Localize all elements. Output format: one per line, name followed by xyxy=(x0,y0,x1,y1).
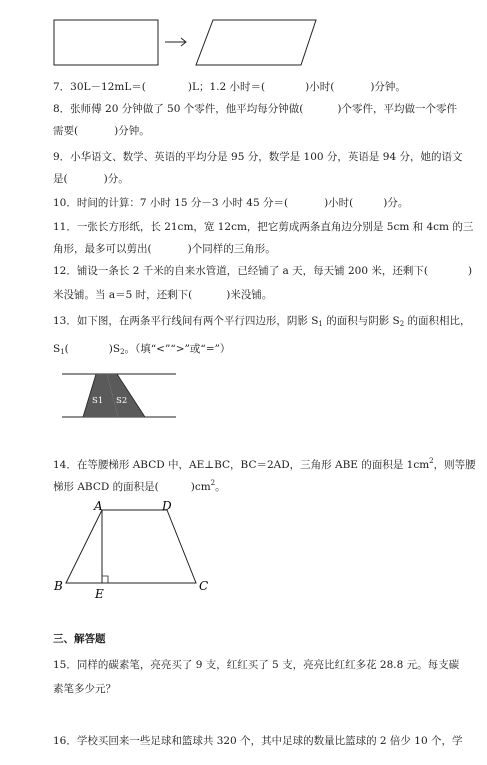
question-14-line1: 14．在等腰梯形 ABCD 中，AE⊥BC，BC＝2AD，三角形 ABE 的面积是 $1cm^2$，则等腰 xyxy=(53,457,476,471)
question-9-line2: 是( )分。 xyxy=(53,173,129,185)
question-8-line2: 需要( )分钟。 xyxy=(53,125,150,137)
rectangle-shape xyxy=(54,20,158,65)
question-12-line1: 12．铺设一条长 2 千米的自来水管道，已经铺了 a 天，每天铺 200 米，还剩下( ) xyxy=(53,265,473,277)
question-14-line2: 梯形 ABCD 的面积是( )$cm^2$。 xyxy=(53,479,226,493)
parallelogram-shape xyxy=(196,20,316,65)
question-15-line1: 15．同样的碳素笔，亮亮买了 9 支，红红买了 5 支，亮亮比红红多花 28.8 元。每支碳 xyxy=(53,659,460,671)
section-3-heading: 三、解答题 xyxy=(53,633,106,645)
label-s2: S2 xyxy=(116,396,128,406)
question-13-line2: $S_1$( )$S_2$。（填“<”“>”或“=”） xyxy=(53,343,231,356)
rectangle-to-parallelogram-figure xyxy=(0,0,487,80)
label-s1: S1 xyxy=(92,396,104,406)
label-e: E xyxy=(95,587,104,601)
question-12-line2: 米没铺。当 a＝5 时，还剩下( )米没铺。 xyxy=(53,289,273,301)
label-c: C xyxy=(199,579,209,593)
parallelograms-figure xyxy=(0,366,487,436)
question-9-line1: 9．小华语文、数学、英语的平均分是 95 分，数学是 100 分，英语是 94 分，她的语文 xyxy=(53,151,463,163)
question-7: 7．30L－12mL＝( )L；1.2 小时＝( )小时( )分钟。 xyxy=(53,81,406,93)
label-a: A xyxy=(94,499,103,513)
trapezoid-abcd xyxy=(66,510,196,583)
question-10: 10．时间的计算：7 小时 15 分－3 小时 45 分＝( )小时( )分。 xyxy=(53,197,409,209)
question-15-line2: 素笔多少元？ xyxy=(53,683,116,695)
trapezoid-figure xyxy=(0,498,487,608)
question-16-line1: 16．学校买回来一些足球和篮球共 320 个，其中足球的数量比篮球的 2 倍少 10 个，学 xyxy=(53,735,463,747)
question-11-line1: 11．一张长方形纸，长 21cm，宽 12cm，把它剪成两条直角边分别是 5cm 和 4cm 的三 xyxy=(53,221,474,233)
label-b: B xyxy=(54,579,63,593)
question-11-line2: 角形，最多可以剪出( )个同样的三角形。 xyxy=(53,243,276,255)
question-13-line1: 13．如下图，在两条平行线间有两个平行四边形，阴影 $S_1$ 的面积与阴影 $S_2$ 的面积相比， xyxy=(53,315,471,328)
question-8-line1: 8．张师傅 20 分钟做了 50 个零件，他平均每分钟做( )个零件，平均做一个零件 xyxy=(53,103,457,115)
right-angle-mark xyxy=(102,576,108,583)
label-d: D xyxy=(162,499,172,513)
